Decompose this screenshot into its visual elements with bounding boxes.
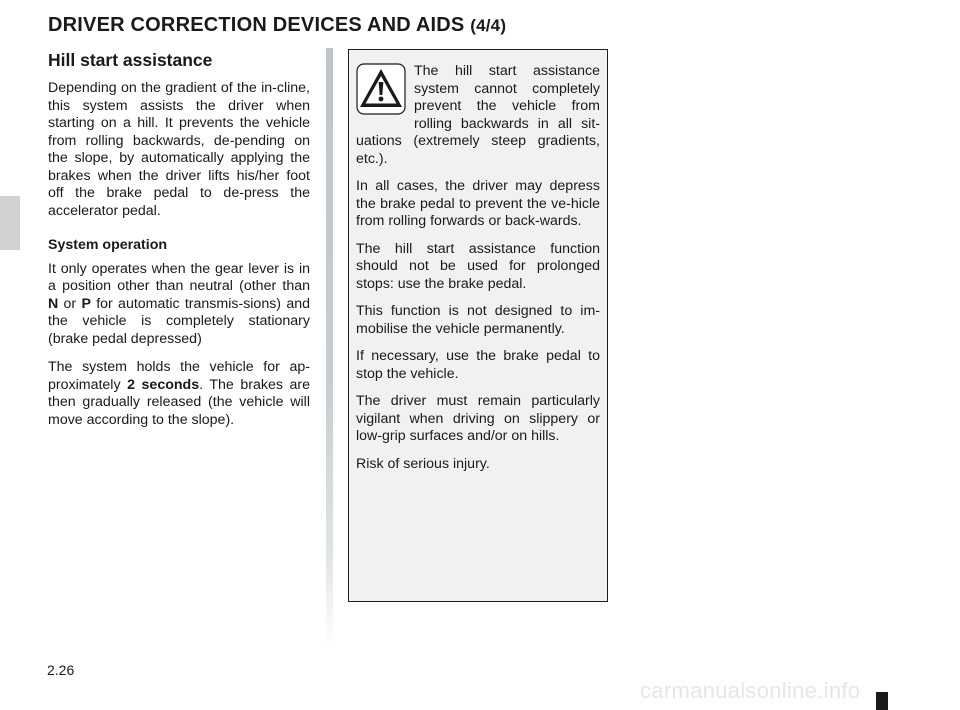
warning-paragraph: The hill start assistance system cannot completely prevent the vehicle from rolling backwards in all sit-uations (extremely steep gradients, etc.). <box>356 63 600 167</box>
left-column <box>48 50 310 440</box>
section-heading: Hill start assistance <box>48 50 213 70</box>
hold-text-1: The system holds the vehicle for ap-proximately <box>48 359 310 393</box>
warning-paragraph: The driver must remain particularly vigilant when driving on slippery or low-grip surfaces and/or on hills. <box>356 393 600 444</box>
intro-paragraph: Depending on the gradient of the in-cline, this system assists the driver when starting on a hill. It prevents the vehicle from rolling backwards, de-pending on the slope, by automatically applying the brakes when the driver lifts his/her foot off the brake pedal to de-press the accelerator pedal. <box>48 80 310 219</box>
column-divider <box>326 48 333 648</box>
hold-text-2: . The brakes are then gradually released (the vehicle will move according to the slope). <box>48 376 310 428</box>
operation-text-3: for automatic transmis-sions) and the vehicle is completely stationary (brake pedal depressed) <box>48 295 310 347</box>
system-operation-heading: System operation <box>48 237 168 253</box>
warning-paragraph: Risk of serious injury. <box>356 455 490 472</box>
warning-paragraph: The hill start assistance function should not be used for prolonged stops: use the brake pedal. <box>356 240 600 292</box>
operation-paragraph <box>48 261 310 349</box>
warning-box <box>348 49 608 602</box>
page-title-part: (4/4) <box>470 16 507 35</box>
hold-paragraph <box>48 359 310 429</box>
gear-p-label: P <box>81 295 91 312</box>
hold-duration: 2 seconds <box>127 376 200 393</box>
watermark: carmanualsonline.info <box>640 678 861 703</box>
operation-text-2: or <box>58 295 82 312</box>
chapter-side-tab <box>0 196 20 250</box>
corner-mark <box>876 692 888 710</box>
page-number: 2.26 <box>47 662 75 678</box>
operation-text-1: It only operates when the gear lever is in a position other than neutral (other than <box>48 260 310 294</box>
warning-paragraph: In all cases, the driver may depress the brake pedal to prevent the ve-hicle from rolling forwards or back-wards. <box>356 178 600 229</box>
warning-paragraph: This function is not designed to im-mobilise the vehicle permanently. <box>356 303 600 337</box>
warning-paragraph: If necessary, use the brake pedal to stop the vehicle. <box>356 348 600 382</box>
gear-n-label: N <box>48 295 59 312</box>
page-title <box>48 14 506 37</box>
warning-triangle-icon <box>356 63 406 115</box>
page-title-text: DRIVER CORRECTION DEVICES AND AIDS <box>48 14 465 36</box>
